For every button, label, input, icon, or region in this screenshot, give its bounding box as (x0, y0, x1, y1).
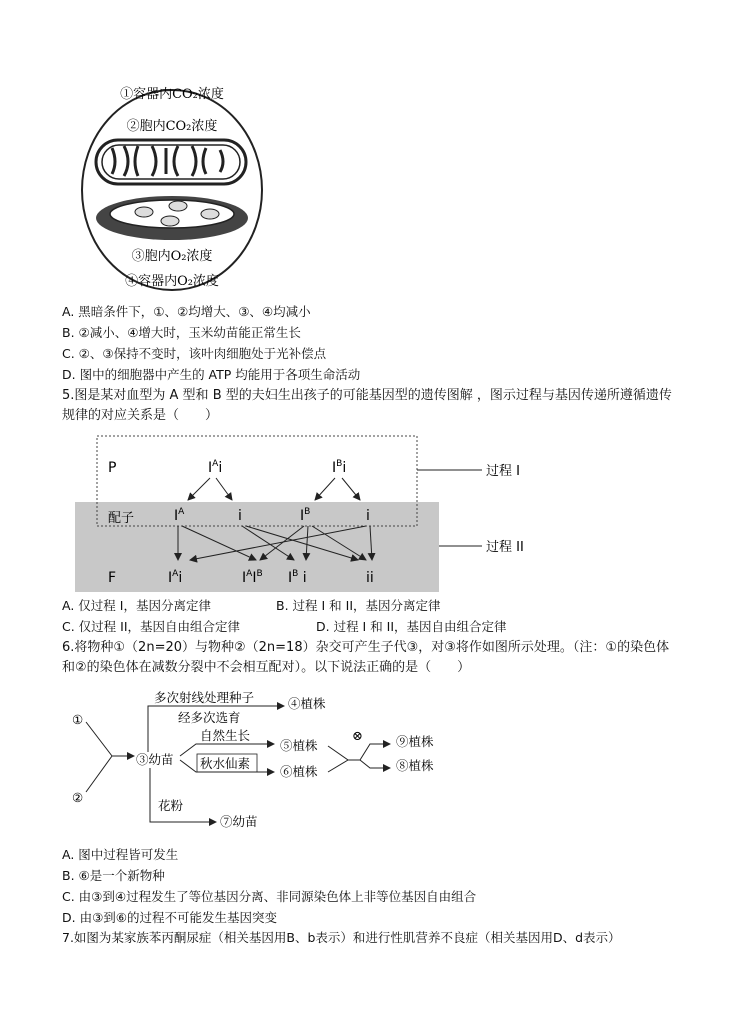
gamete-label: 配子 (108, 511, 135, 526)
q6-option-c: C. 由③到④过程发生了等位基因分离、非同源染色体上非等位基因自由组合 (62, 889, 477, 904)
q6-stem: 6.将物种①（2n=20）与物种②（2n=18）杂交可产生子代③，对③将作如图所示处理。（注：①的染色体和②的染色体在减数分裂中不会相互配对）。以下说法正确的是（ ） (62, 640, 670, 675)
q5-option-b: B. 过程 I 和 II，基因分离定律 (276, 598, 441, 613)
gamete-i-1: i (238, 508, 242, 524)
plant-4: ④植株 (288, 696, 326, 711)
offspring-ii: ii (366, 570, 374, 586)
plant-6: ⑥植株 (280, 764, 318, 779)
p-label: P (108, 460, 117, 476)
q5-option-a: A. 仅过程 I，基因分离定律 (62, 598, 211, 613)
label-3: ③胞内O₂浓度 (131, 249, 213, 264)
q7-stem: 7.如图为某家族苯丙酮尿症（相关基因用B、b表示）和进行性肌营养不良症（相关基因用D、d表示） (62, 930, 621, 945)
q6-option-d: D. 由③到⑥的过程不可能发生基因突变 (62, 910, 277, 925)
breeding-diagram (70, 684, 470, 834)
inheritance-diagram (70, 432, 550, 594)
f-label: F (108, 570, 117, 586)
plant-9: ⑨植株 (396, 734, 434, 749)
seedling-7: ⑦幼苗 (220, 814, 258, 829)
offspring-ibi: $I^B$ i (288, 569, 307, 586)
q6-option-b: B. ⑥是一个新物种 (62, 868, 165, 883)
offspring-iai: $I^Ai$ (168, 569, 183, 586)
q4-option-a: A. 黑暗条件下，①、②均增大、③、④均减小 (62, 304, 311, 319)
q4-option-b: B. ②减小、④增大时，玉米幼苗能正常生长 (62, 325, 301, 340)
label-4: ④容器内O₂浓度 (125, 274, 219, 289)
process1-label: 过程 I (486, 464, 520, 479)
q5-stem: 5.图是某对血型为 A 型和 B 型的夫妇生出孩子的可能基因型的遗传图解 ，图示过程与基因传递所遵循遗传规律的对应关系是（ ） (62, 388, 672, 423)
label-pollen: 花粉 (158, 798, 184, 813)
species-1: ① (72, 712, 84, 727)
chloroplast-icon (96, 196, 248, 240)
gamete-ia: $I^A$ (174, 507, 185, 524)
parent-1: $I^Ai$ (208, 459, 223, 476)
label-1: ①容器内CO₂浓度 (120, 87, 224, 102)
label-2: ②胞内CO₂浓度 (126, 119, 218, 134)
offspring-iaib: $I^AI^B$ (242, 569, 263, 586)
parent-2: $I^Bi$ (332, 459, 347, 476)
chloroplast-figure (78, 78, 266, 298)
species-2: ② (72, 790, 84, 805)
label-natural: 自然生长 (200, 728, 251, 743)
q5-option-c: C. 仅过程 II，基因自由组合定律 (62, 619, 241, 634)
label-colchicine: 秋水仙素 (200, 756, 251, 771)
process2-label: 过程 II (486, 540, 524, 555)
seedling-3: ③幼苗 (136, 752, 174, 767)
q6-option-a: A. 图中过程皆可发生 (62, 847, 179, 862)
gamete-ib: $I^B$ (300, 507, 311, 524)
label-radiation: 多次射线处理种子 (154, 690, 255, 705)
gamete-i-2: i (366, 508, 370, 524)
q4-option-d: D. 图中的细胞器中产生的 ATP 均能用于各项生命活动 (62, 367, 361, 382)
label-selection: 经多次选育 (178, 710, 241, 725)
q5-option-d: D. 过程 I 和 II，基因自由组合定律 (316, 619, 507, 634)
plant-5: ⑤植株 (280, 738, 318, 753)
plant-8: ⑧植株 (396, 758, 434, 773)
q4-option-c: C. ②、③保持不变时，该叶肉细胞处于光补偿点 (62, 346, 327, 361)
selfing-symbol: ⊗ (352, 729, 363, 744)
mitochondrion-icon (96, 140, 246, 184)
